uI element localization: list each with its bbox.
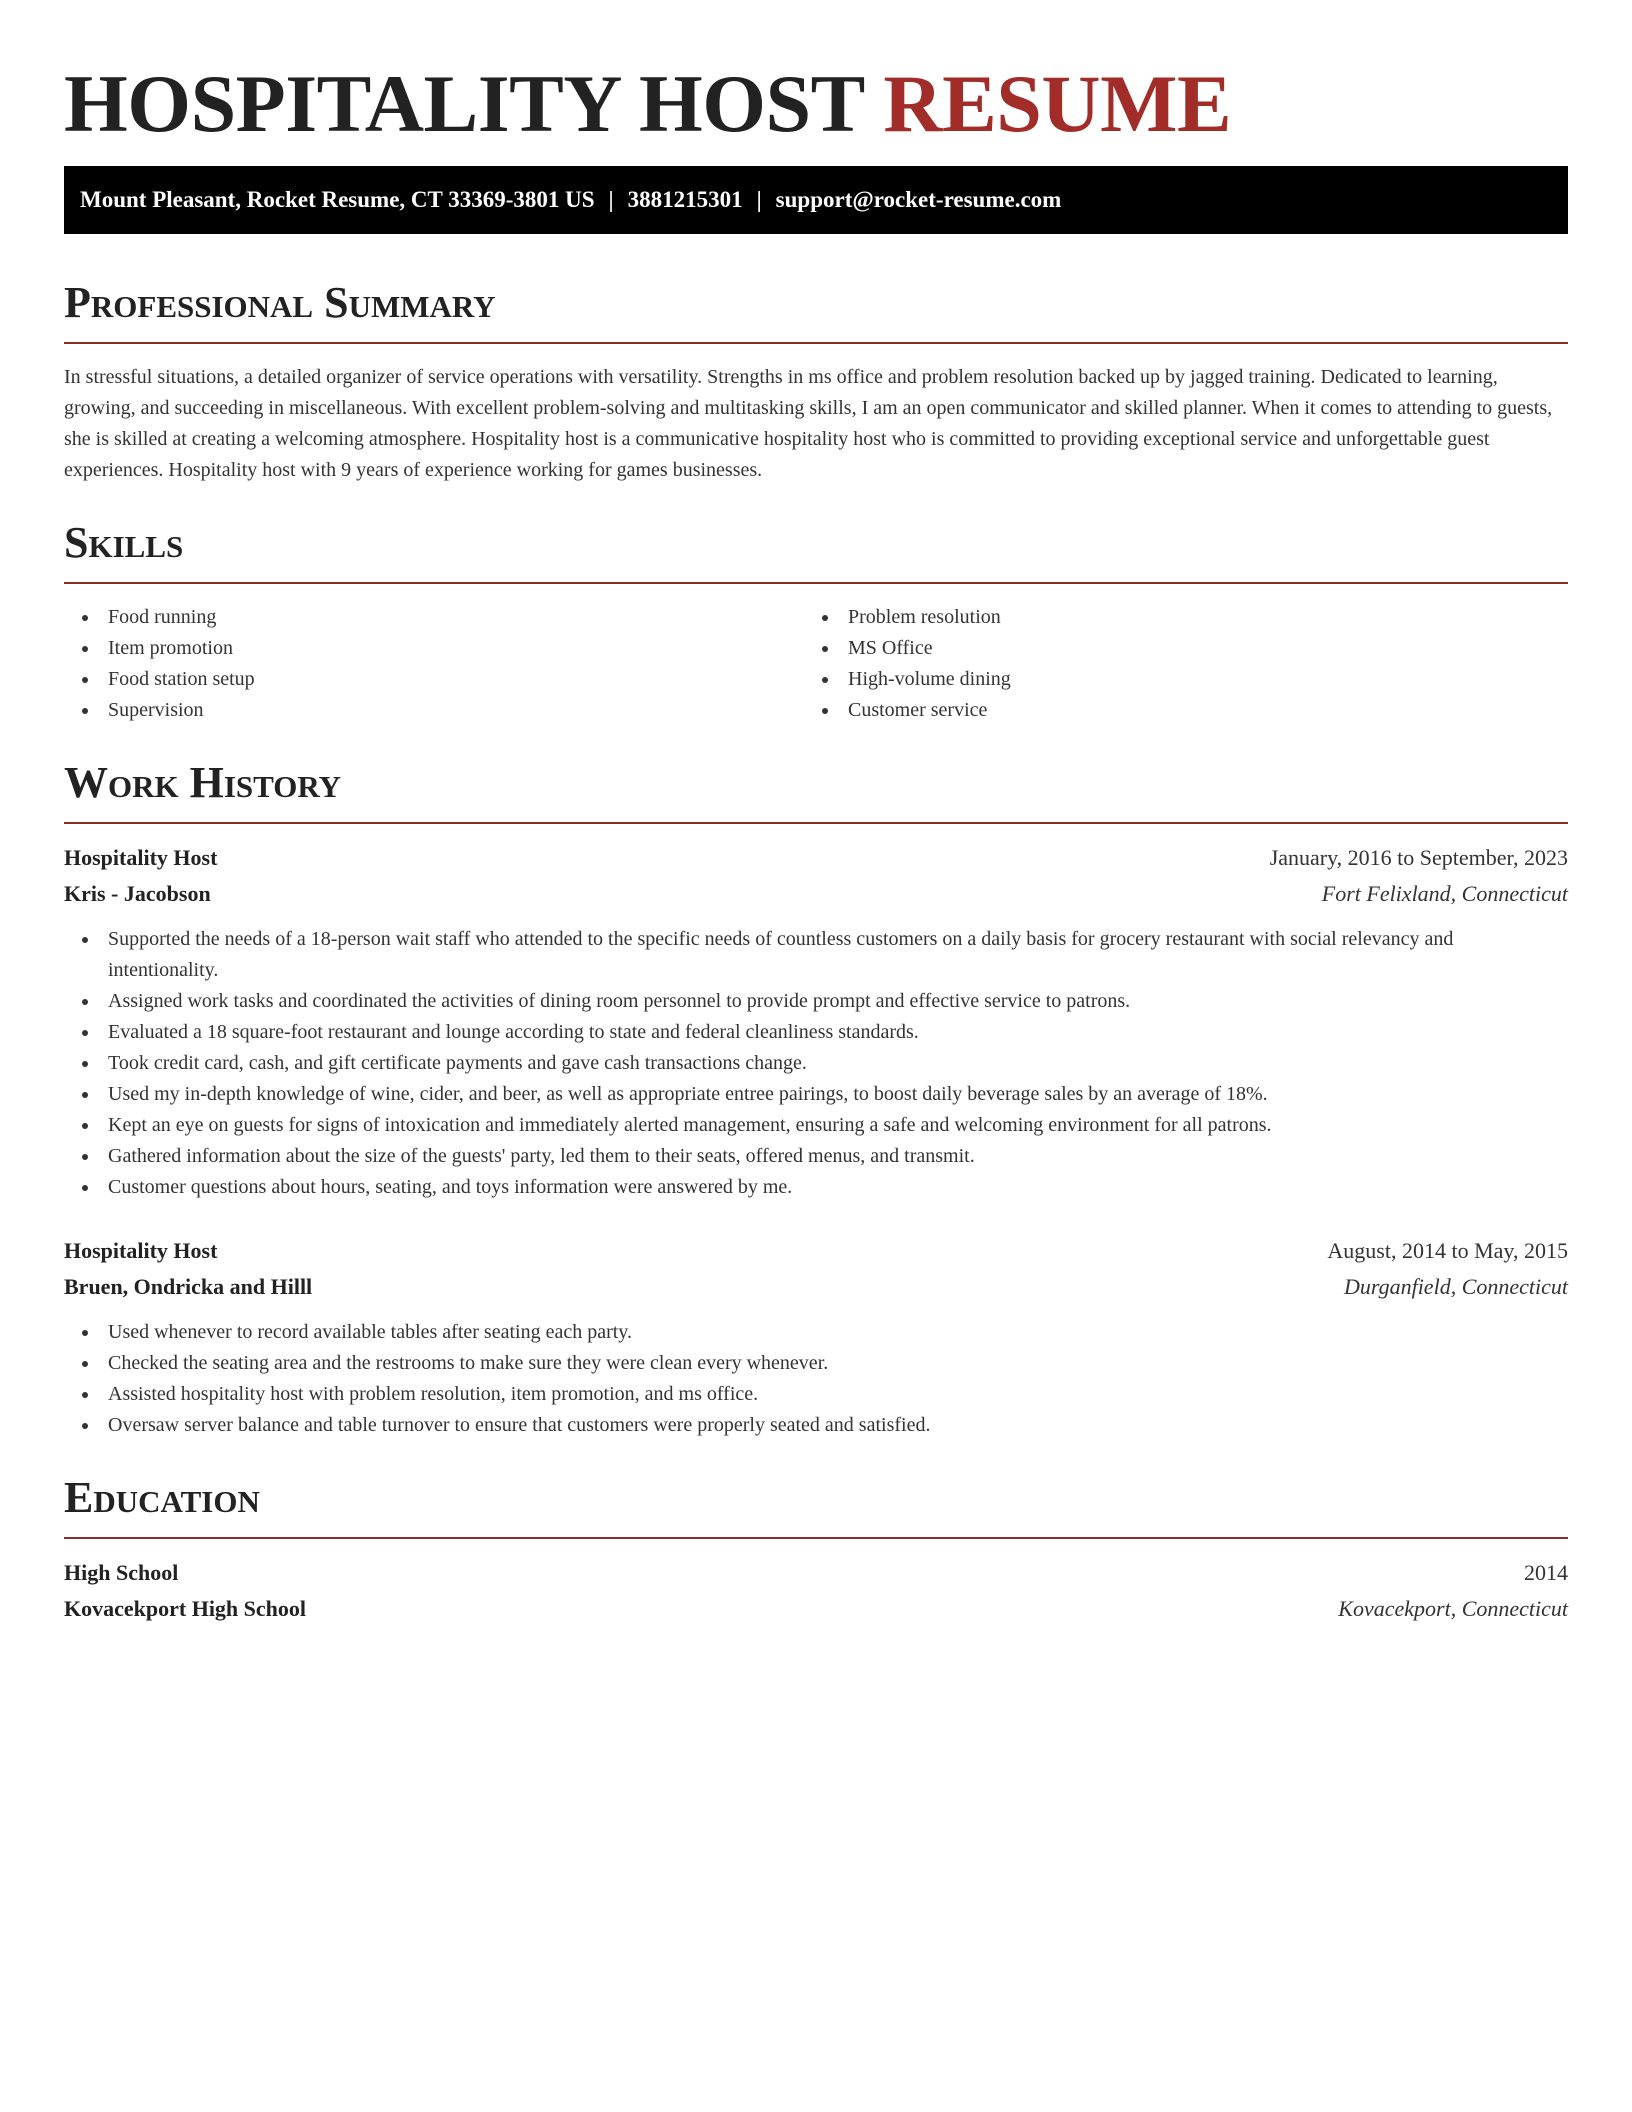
job-title: Hospitality Host bbox=[64, 1238, 218, 1263]
title-accent: RESUME bbox=[883, 58, 1232, 149]
section-heading: Work History bbox=[64, 758, 342, 807]
job-dates: August, 2014 to May, 2015 bbox=[1327, 1238, 1568, 1263]
job-bullet: Took credit card, cash, and gift certificate payments and gave cash transactions change. bbox=[64, 1048, 1568, 1079]
job-bullet-list bbox=[64, 924, 1568, 1203]
job-location: Durganfield, Connecticut bbox=[1343, 1274, 1568, 1299]
summary-section bbox=[64, 276, 1568, 486]
section-heading: Education bbox=[64, 1473, 260, 1522]
job-bullet: Oversaw server balance and table turnover to ensure that customers were properly seated and satisfied. bbox=[64, 1410, 1568, 1441]
contact-phone: 3881215301 bbox=[627, 187, 743, 212]
job-company-row bbox=[64, 1269, 1568, 1305]
education-school: Kovacekport High School bbox=[64, 1596, 307, 1621]
contact-email: support@rocket-resume.com bbox=[775, 187, 1062, 212]
skills-section bbox=[64, 516, 1568, 726]
job-title: Hospitality Host bbox=[64, 845, 218, 870]
job-company-row bbox=[64, 876, 1568, 912]
job-bullet: Used whenever to record available tables after seating each party. bbox=[64, 1317, 1568, 1348]
resume-page bbox=[64, 0, 1568, 1627]
job-bullet: Kept an eye on guests for signs of intoxication and immediately alerted management, ensuring a safe and welcoming environment for all patrons. bbox=[64, 1110, 1568, 1141]
resume-title bbox=[64, 0, 1568, 149]
skill-item: Customer service bbox=[804, 695, 1544, 726]
job-entry bbox=[64, 840, 1568, 1203]
education-degree: High School bbox=[64, 1560, 179, 1585]
job-header-row bbox=[64, 1233, 1568, 1269]
skill-item: MS Office bbox=[804, 633, 1544, 664]
job-dates: January, 2016 to September, 2023 bbox=[1269, 845, 1568, 870]
job-company: Bruen, Ondricka and Hilll bbox=[64, 1274, 313, 1299]
section-heading: Skills bbox=[64, 518, 184, 567]
education-location: Kovacekport, Connecticut bbox=[1338, 1596, 1568, 1621]
job-header-row bbox=[64, 840, 1568, 876]
skill-item: Supervision bbox=[64, 695, 804, 726]
education-header-row bbox=[64, 1555, 1568, 1591]
job-bullet: Assigned work tasks and coordinated the activities of dining room personnel to provide prompt and effective service to patrons. bbox=[64, 986, 1568, 1017]
contact-bar bbox=[64, 166, 1568, 234]
skill-item: Problem resolution bbox=[804, 602, 1544, 633]
job-bullet: Used my in-depth knowledge of wine, cider, and beer, as well as appropriate entree pairings, to boost daily beverage sales by an average of 18%. bbox=[64, 1079, 1568, 1110]
education-entry bbox=[64, 1555, 1568, 1627]
job-bullet: Evaluated a 18 square-foot restaurant and lounge according to state and federal cleanliness standards. bbox=[64, 1017, 1568, 1048]
contact-separator: | bbox=[608, 187, 614, 212]
job-company: Kris - Jacobson bbox=[64, 881, 211, 906]
job-bullet: Supported the needs of a 18-person wait staff who attended to the specific needs of countless customers on a daily basis for grocery restaurant with social relevancy and intentionality. bbox=[64, 924, 1568, 986]
summary-text: In stressful situations, a detailed organizer of service operations with versatility. Strengths in ms office and problem resolution backed up by jagged training. Dedicated to learning, growing, and succeeding in miscellaneous. With excellent problem-solving and multitasking skills, I am an open communicator and skilled planner. When it comes to attending to guests, she is skilled at creating a welcoming atmosphere. Hospitality host is a communicative hospitality host who is committed to providing exceptional service and unforgettable guest experiences. Hospitality host with 9 years of experience working for games businesses. bbox=[64, 366, 1553, 481]
skill-item: Item promotion bbox=[64, 633, 804, 664]
skills-list-left bbox=[64, 602, 804, 726]
section-divider bbox=[64, 342, 1568, 344]
section-divider bbox=[64, 582, 1568, 584]
education-section bbox=[64, 1471, 1568, 1627]
skills-list-right bbox=[804, 602, 1544, 726]
job-bullet: Checked the seating area and the restrooms to make sure they were clean every whenever. bbox=[64, 1348, 1568, 1379]
job-bullet: Gathered information about the size of the guests' party, led them to their seats, offered menus, and transmit. bbox=[64, 1141, 1568, 1172]
job-bullet: Assisted hospitality host with problem resolution, item promotion, and ms office. bbox=[64, 1379, 1568, 1410]
work-history-section bbox=[64, 756, 1568, 1441]
contact-address: Mount Pleasant, Rocket Resume, CT 33369-3801 US bbox=[80, 187, 595, 212]
section-divider bbox=[64, 822, 1568, 824]
skill-item: Food running bbox=[64, 602, 804, 633]
skill-item: Food station setup bbox=[64, 664, 804, 695]
education-year: 2014 bbox=[1524, 1560, 1568, 1585]
job-bullet-list bbox=[64, 1317, 1568, 1441]
education-school-row bbox=[64, 1591, 1568, 1627]
job-bullet: Customer questions about hours, seating, and toys information were answered by me. bbox=[64, 1172, 1568, 1203]
section-divider bbox=[64, 1537, 1568, 1539]
job-entry bbox=[64, 1233, 1568, 1441]
job-location: Fort Felixland, Connecticut bbox=[1321, 881, 1568, 906]
skills-columns bbox=[64, 602, 1568, 726]
skill-item: High-volume dining bbox=[804, 664, 1544, 695]
title-main: HOSPITALITY HOST bbox=[64, 58, 864, 149]
contact-separator: | bbox=[756, 187, 762, 212]
section-heading: Professional Summary bbox=[64, 278, 496, 327]
